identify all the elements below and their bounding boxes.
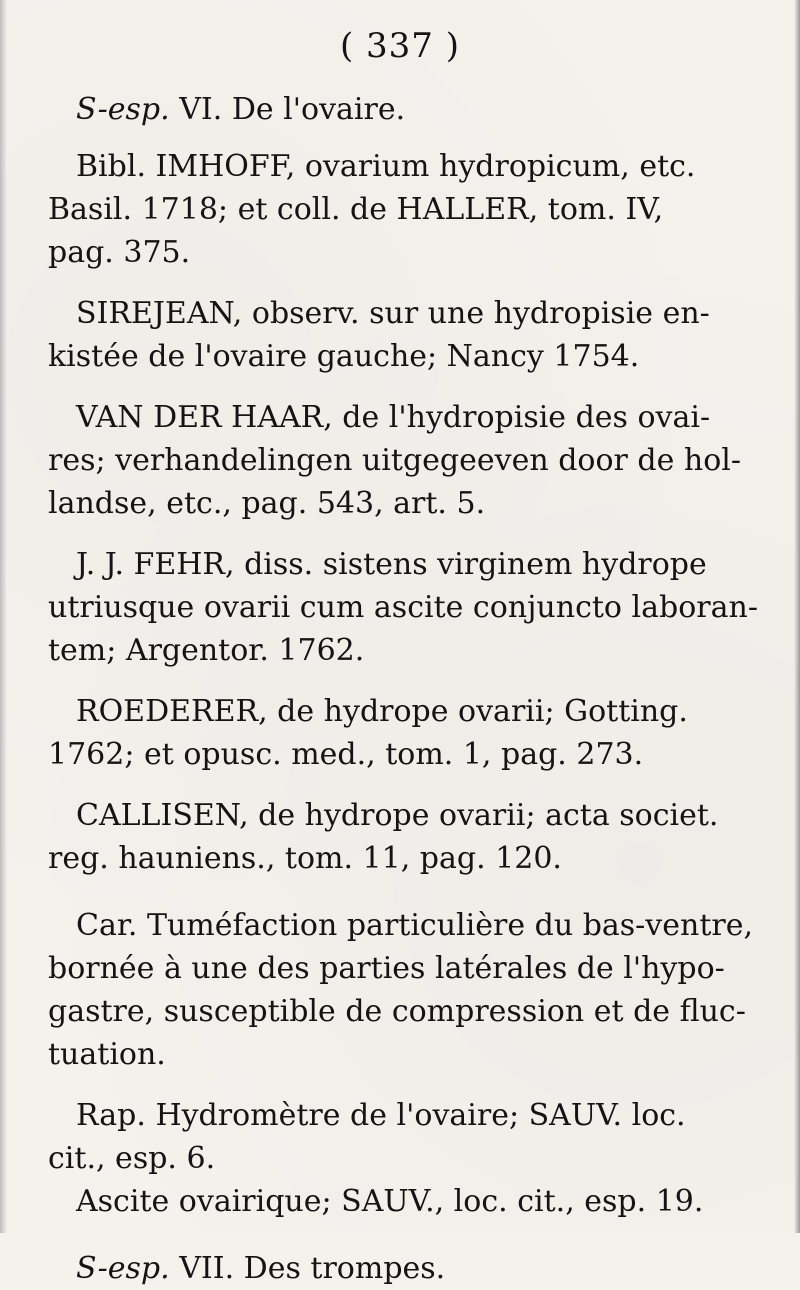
entry-line: kistée de l'ovaire gauche; Nancy 1754. <box>48 339 640 374</box>
entry-line: Basil. 1718; et coll. de HALLER, tom. IV, <box>48 192 664 227</box>
entry-line: gastre, susceptible de compression et de fluc- <box>48 994 746 1029</box>
entry-line: J. J. FEHR, diss. sistens virginem hydrope <box>76 547 707 582</box>
entry-line: bornée à une des parties latérales de l'hypo- <box>48 951 725 986</box>
entry-van-der-haar <box>48 396 742 525</box>
section-label: S-esp. <box>76 92 170 127</box>
entry-line: pag. 375. <box>48 235 191 270</box>
entry-rap <box>48 1094 704 1223</box>
entry-line: Car. Tuméfaction particulière du bas-ventre, <box>76 908 754 943</box>
page-edge-right <box>794 0 800 1233</box>
entry-line: CALLISEN, de hydrope ovarii; acta societ. <box>76 798 719 833</box>
entry-car <box>48 904 754 1076</box>
entry-line: Rap. Hydromètre de l'ovaire; SAUV. loc. <box>76 1098 686 1133</box>
entry-line: VAN DER HAAR, de l'hydropisie des ovai- <box>76 400 711 435</box>
entry-line: tem; Argentor. 1762. <box>48 633 365 668</box>
section-title: VI. De l'ovaire. <box>179 92 406 127</box>
entry-line: Bibl. IMHOFF, ovarium hydropicum, etc. <box>76 149 696 184</box>
section-heading-vi <box>48 88 648 131</box>
entry-line: reg. hauniens., tom. 11, pag. 120. <box>48 841 562 876</box>
entry-line: tuation. <box>48 1037 166 1072</box>
entry-line: res; verhandelingen uitgegeeven door de hol- <box>48 443 742 478</box>
entry-line: SIREJEAN, observ. sur une hydropisie en- <box>76 296 710 331</box>
page-content <box>48 88 758 1290</box>
section-title: VII. Des trompes. <box>179 1251 446 1286</box>
entry-line: Ascite ovairique; SAUV., loc. cit., esp. 19. <box>76 1184 704 1219</box>
section-heading-vii <box>48 1247 648 1290</box>
entry-imhoff <box>48 145 696 274</box>
entry-line: ROEDERER, de hydrope ovarii; Gotting. <box>76 694 688 729</box>
section-label: S-esp. <box>76 1251 170 1286</box>
entry-roederer <box>48 690 688 776</box>
page-edge-left <box>0 0 7 1233</box>
page-number: ( 337 ) <box>339 26 461 66</box>
entry-callisen <box>48 794 719 880</box>
entry-sirejean <box>48 292 710 378</box>
entry-line: 1762; et opusc. med., tom. 1, pag. 273. <box>48 737 644 772</box>
entry-line: cit., esp. 6. <box>48 1141 216 1176</box>
entry-fehr <box>48 543 758 672</box>
entry-line: utriusque ovarii cum ascite conjuncto laboran- <box>48 590 758 625</box>
entry-line: landse, etc., pag. 543, art. 5. <box>48 486 486 521</box>
